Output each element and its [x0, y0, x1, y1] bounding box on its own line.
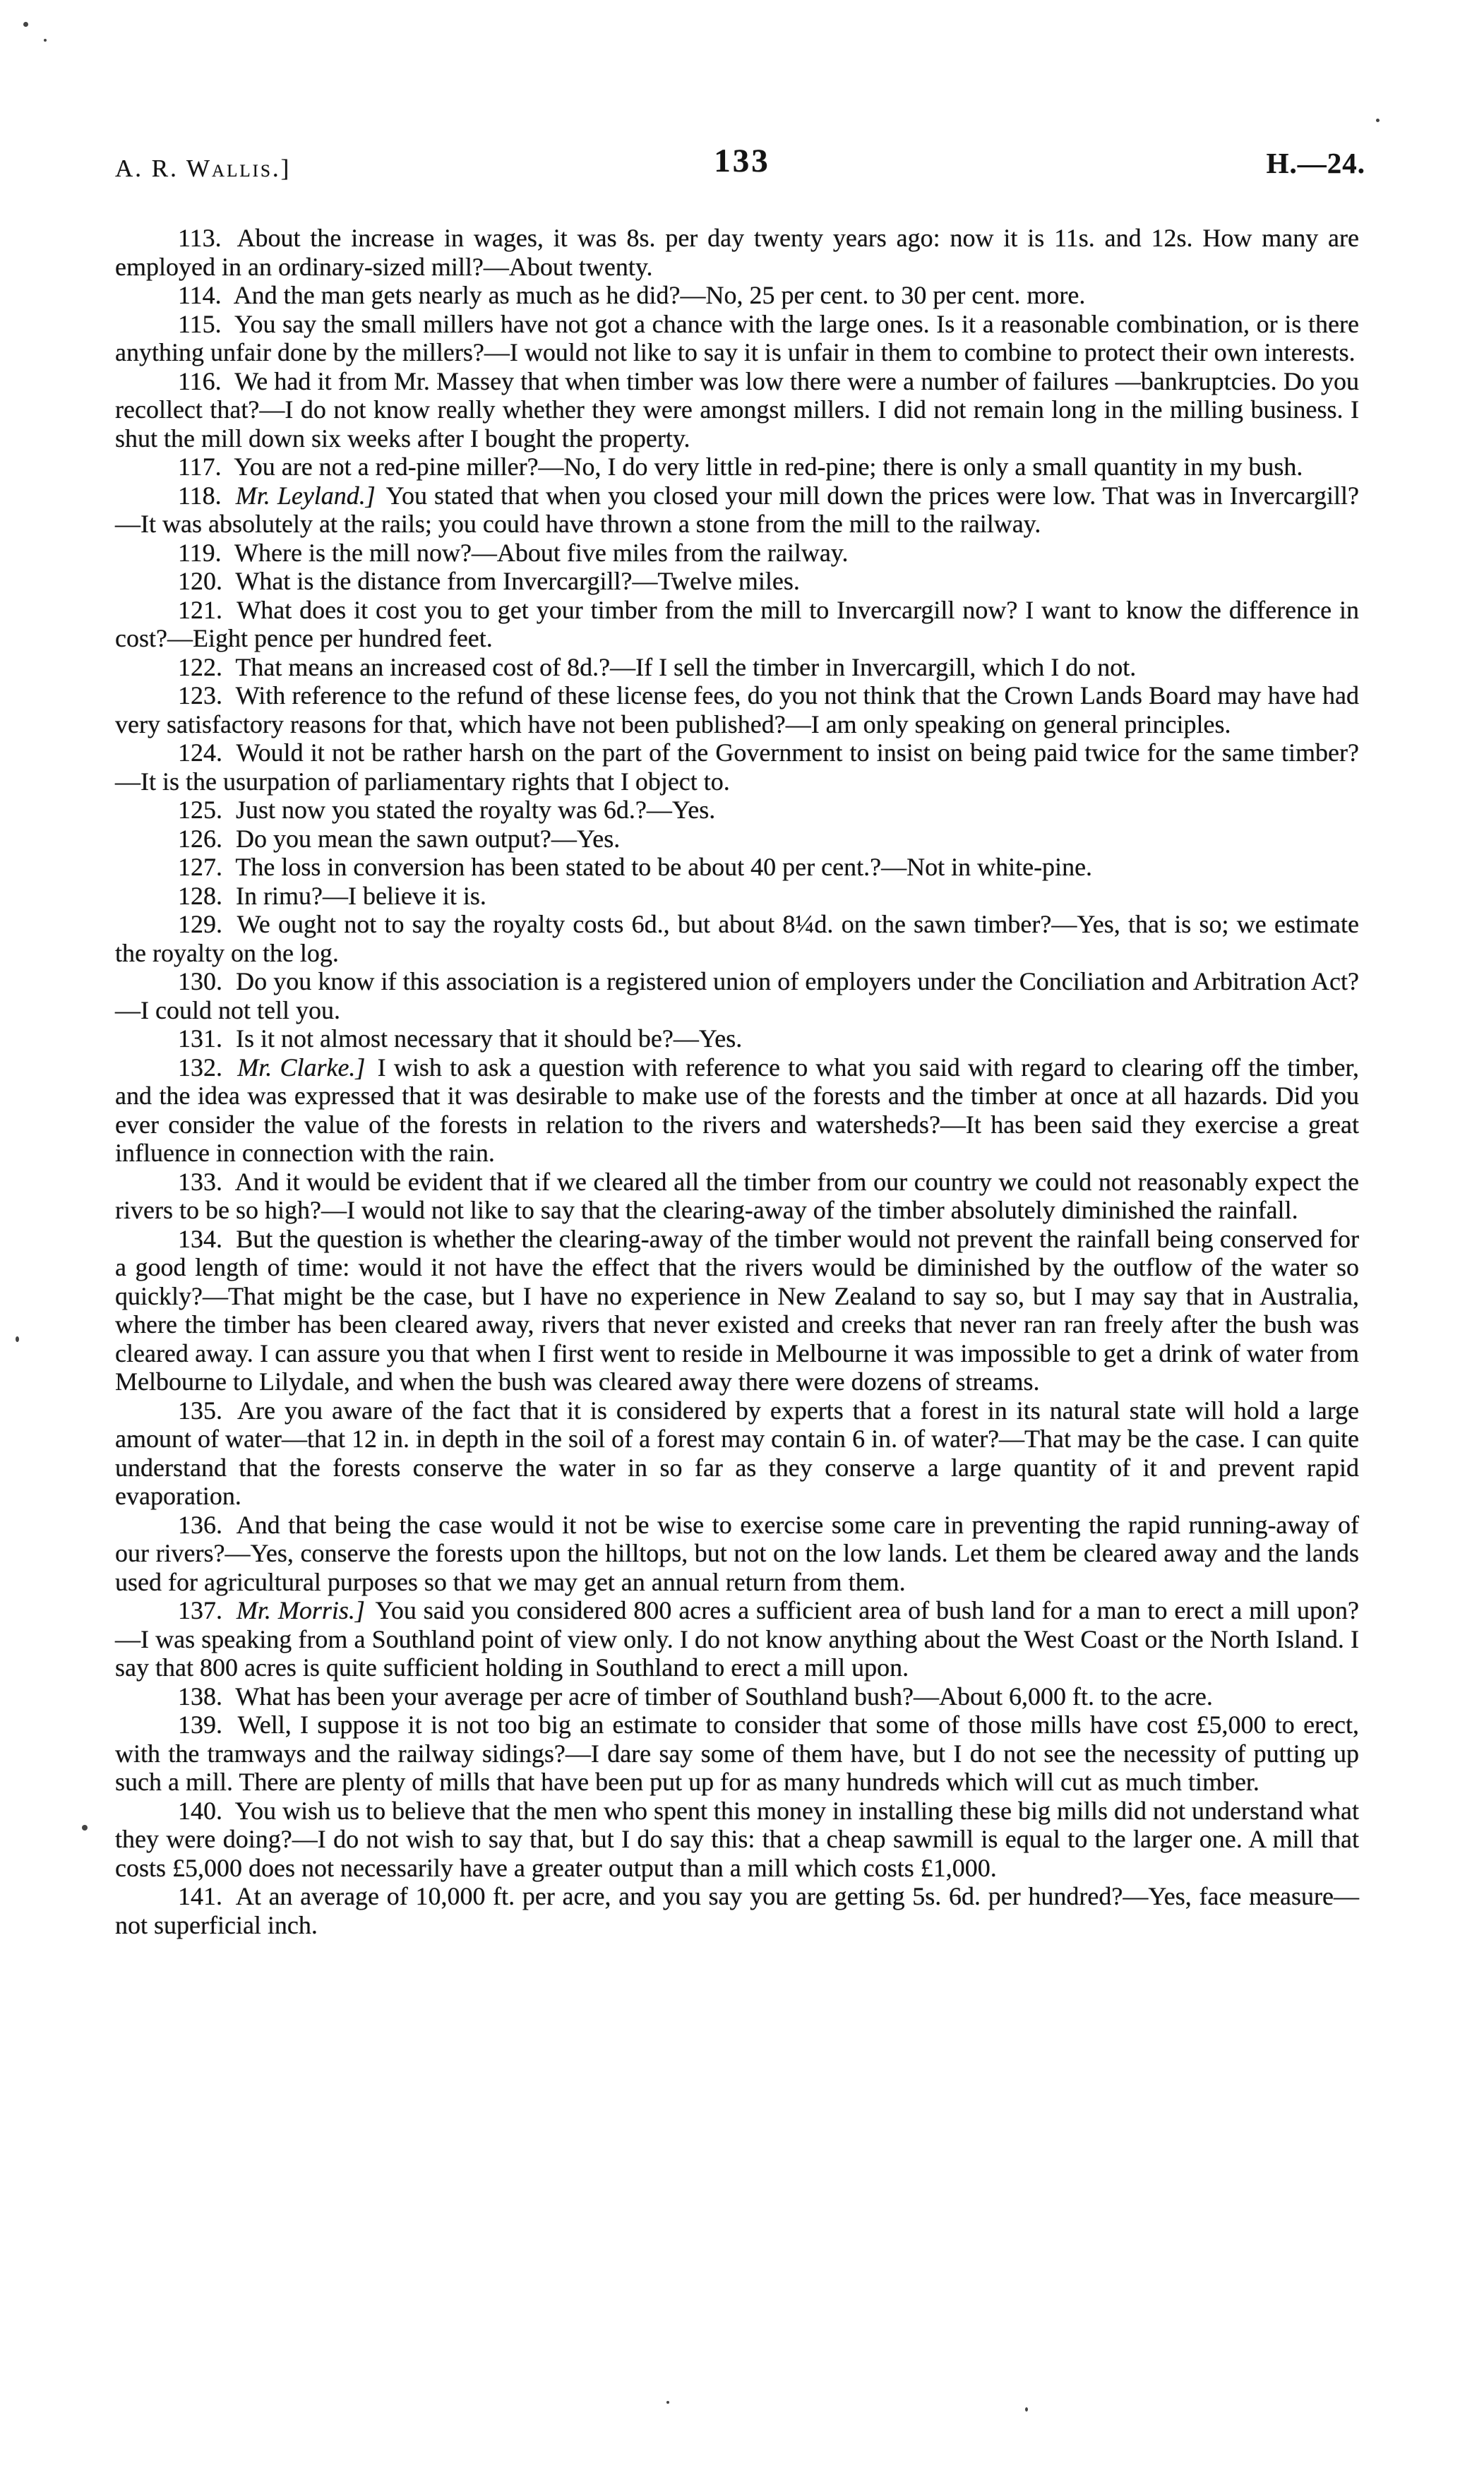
ink-speck — [1376, 119, 1380, 122]
testimony-paragraph — [115, 910, 1359, 967]
question-number: 140. — [178, 1796, 222, 1825]
testimony-paragraph — [115, 738, 1359, 796]
question-answer-text: We had it from Mr. Massey that when timber was low there were a number of failures —bankruptcies. Do you recollect that?—I do not know really whether they were amongst millers. I did not remain long in the milling business. I shut the mill down six weeks after I bought the property. — [115, 366, 1359, 453]
question-answer-text: In rimu?—I believe it is. — [236, 881, 486, 910]
witness-name: A. R. Wallis.] — [115, 155, 292, 182]
question-number: 128. — [178, 881, 222, 910]
question-number: 116. — [178, 366, 222, 395]
testimony-paragraph — [115, 1711, 1359, 1797]
testimony-paragraph — [115, 1024, 1359, 1053]
question-number: 134. — [178, 1224, 222, 1253]
question-answer-text: You stated that when you closed your mill down the prices were low. That was in Invercargill?—It was absolutely at the rails; you could have thrown a stone from the mill to the railway. — [115, 481, 1360, 538]
ink-speck — [82, 1825, 88, 1831]
page-header — [0, 0, 1484, 198]
question-answer-text: Where is the mill now?—About five miles from the railway. — [234, 538, 849, 567]
testimony-paragraph — [115, 1682, 1359, 1711]
question-answer-text: What does it cost you to get your timber from the mill to Invercargill now? I want to know the difference in cost?—Eight pence per hundred feet. — [115, 595, 1359, 652]
question-number: 125. — [178, 796, 222, 824]
testimony-paragraph — [115, 481, 1359, 539]
question-answer-text: But the question is whether the clearing-away of the timber would not prevent the rainfall being conserved for a good length of time: would it not have the effect that the rivers would be diminished by the outflow of the water so quickly?—That might be the case, but I have no experience in New Zealand to say so, but I may say that in Australia, where the timber has been cleared away, rivers that never existed and creeks that never ran ran freely after the bush was cleared away. I can assure you that when I first went to reside in Melbourne it was impossible to get a drink of water from Melbourne to Lilydale, and when the bush was cleared away there were dozens of streams. — [115, 1224, 1359, 1396]
question-answer-text: You are not a red-pine miller?—No, I do very little in red-pine; there is only a small quantity in my bush. — [234, 453, 1303, 481]
testimony-paragraph — [115, 1396, 1359, 1511]
question-answer-text: Is it not almost necessary that it should be?—Yes. — [236, 1024, 743, 1053]
question-answer-text: Do you know if this association is a registered union of employers under the Conciliation and Arbitration Act?—I could not tell you. — [115, 967, 1360, 1024]
testimony-paragraph — [115, 1053, 1359, 1168]
testimony-paragraph — [115, 681, 1359, 738]
question-answer-text: Would it not be rather harsh on the part of the Government to insist on being paid twice for the same timber?—It is the usurpation of parliamentary rights that I object to. — [115, 738, 1359, 796]
testimony-paragraph — [115, 796, 1359, 825]
question-answer-text: Do you mean the sawn output?—Yes. — [236, 824, 621, 853]
testimony-paragraph — [115, 967, 1359, 1024]
question-number: 118. — [178, 481, 222, 510]
question-answer-text: You said you considered 800 acres a sufficient area of bush land for a man to erect a mill upon?—I was speaking from a Southland point of view only. I do not know anything about the West Coast or the North Island. I say that 800 acres is quite sufficient holding in Southland to erect a mill upon. — [115, 1596, 1360, 1682]
speaker-name: Mr. Morris.] — [236, 1596, 365, 1624]
paper-reference: H.—24. — [1266, 147, 1365, 179]
ink-speck — [16, 1336, 19, 1342]
speaker-name: Mr. Clarke.] — [237, 1053, 366, 1082]
question-number: 120. — [178, 567, 222, 595]
question-answer-text: And the man gets nearly as much as he did?—No, 25 per cent. to 30 per cent. more. — [233, 281, 1086, 309]
question-answer-text: What has been your average per acre of timber of Southland bush?—About 6,000 ft. to the acre. — [235, 1682, 1213, 1711]
question-number: 135. — [178, 1396, 222, 1425]
question-number: 132. — [178, 1053, 222, 1082]
question-answer-text: And it would be evident that if we cleared all the timber from our country we could not reasonably expect the rivers to be so high?—I would not like to say that the clearing-away of the timber absolutely diminished the rainfall. — [115, 1167, 1360, 1224]
testimony-paragraph — [115, 1797, 1359, 1883]
testimony-paragraph — [115, 367, 1359, 453]
question-number: 114. — [178, 281, 222, 309]
testimony-paragraph — [115, 882, 1359, 911]
testimony-paragraph — [115, 539, 1359, 568]
ink-speck — [666, 2401, 669, 2404]
question-number: 117. — [178, 453, 222, 481]
testimony-paragraph — [115, 596, 1359, 653]
ink-speck — [44, 39, 47, 42]
question-number: 129. — [178, 910, 222, 938]
question-number: 124. — [178, 738, 222, 767]
question-answer-text: About the increase in wages, it was 8s. per day twenty years ago: now it is 11s. and 12s. How many are employed in an ordinary-sized mill?—About twenty. — [115, 224, 1360, 281]
testimony-paragraph — [115, 825, 1359, 853]
testimony-paragraph — [115, 310, 1359, 367]
testimony-body — [115, 224, 1359, 1939]
testimony-paragraph — [115, 853, 1359, 882]
question-number: 130. — [178, 967, 222, 995]
testimony-paragraph — [115, 653, 1359, 682]
question-number: 121. — [178, 595, 222, 624]
question-number: 115. — [178, 309, 222, 338]
question-number: 138. — [178, 1682, 222, 1711]
question-number: 131. — [178, 1024, 222, 1053]
question-answer-text: Are you aware of the fact that it is considered by experts that a forest in its natural state will hold a large amount of water—that 12 in. in depth in the soil of a forest may contain 6 in. of water?—That may be the case. I can quite understand that the forests conserve the water in so far as they conserve a large quantity of it and prevent rapid evaporation. — [115, 1396, 1360, 1510]
question-number: 122. — [178, 652, 222, 681]
question-answer-text: Just now you stated the royalty was 6d.?—Yes. — [236, 796, 716, 824]
question-number: 127. — [178, 853, 222, 881]
question-answer-text: With reference to the refund of these license fees, do you not think that the Crown Lands Board may have had very satisfactory reasons for that, which have not been published?—I am only speaking on general principles. — [115, 681, 1359, 738]
testimony-paragraph — [115, 1225, 1359, 1396]
ink-speck — [23, 22, 28, 27]
question-answer-text: I wish to ask a question with reference to what you said with regard to clearing off the timber, and the idea was expressed that it was desirable to make use of the forests and the timber at once at all hazards. Did you ever consider the value of the forests in relation to the rivers and watersheds?—It has been said they exercise a great influence in connection with the rain. — [115, 1053, 1360, 1167]
testimony-paragraph — [115, 567, 1359, 596]
testimony-paragraph — [115, 1511, 1359, 1597]
question-answer-text: We ought not to say the royalty costs 6d., but about 8¼d. on the sawn timber?—Yes, that is so; we estimate the royalty on the log. — [115, 910, 1359, 967]
question-number: 137. — [178, 1596, 222, 1624]
testimony-paragraph — [115, 1596, 1359, 1682]
question-answer-text: You say the small millers have not got a chance with the large ones. Is it a reasonable combination, or is there anything unfair done by the millers?—I would not like to say it is unfair in them to combine to protect their own interests. — [115, 309, 1359, 366]
page-number: 133 — [714, 143, 770, 179]
speaker-name: Mr. Leyland.] — [235, 481, 376, 510]
question-number: 123. — [178, 681, 222, 709]
question-answer-text: And that being the case would it not be wise to exercise some care in preventing the rapid running-away of our rivers?—Yes, conserve the forests upon the hilltops, but not on the low lands. Let them be cleared away and the lands used for agricultural purposes so that we may get an annual return from them. — [115, 1510, 1359, 1596]
question-number: 139. — [178, 1711, 222, 1739]
question-number: 133. — [178, 1167, 222, 1196]
question-number: 126. — [178, 824, 222, 853]
testimony-paragraph — [115, 281, 1359, 310]
testimony-paragraph — [115, 1168, 1359, 1225]
testimony-paragraph — [115, 453, 1359, 481]
ink-speck — [1025, 2407, 1028, 2412]
question-answer-text: What is the distance from Invercargill?—Twelve miles. — [235, 567, 800, 595]
question-number: 113. — [178, 224, 222, 252]
question-answer-text: That means an increased cost of 8d.?—If I sell the timber in Invercargill, which I do not. — [235, 652, 1137, 681]
question-number: 141. — [178, 1882, 222, 1910]
question-answer-text: The loss in conversion has been stated to be about 40 per cent.?—Not in white-pine. — [235, 853, 1093, 881]
testimony-paragraph — [115, 224, 1359, 281]
testimony-paragraph — [115, 1882, 1359, 1939]
question-number: 119. — [178, 538, 222, 567]
question-answer-text: At an average of 10,000 ft. per acre, and you say you are getting 5s. 6d. per hundred?—Yes, face measure—not superficial inch. — [115, 1882, 1360, 1939]
question-number: 136. — [178, 1510, 222, 1539]
question-answer-text: Well, I suppose it is not too big an estimate to consider that some of those mills have cost £5,000 to erect, with the tramways and the railway sidings?—I dare say some of them have, but I do not see the necessity of putting up such a mill. There are plenty of mills that have been put up for as many hundreds which will cut as much timber. — [115, 1711, 1359, 1796]
question-answer-text: You wish us to believe that the men who spent this money in installing these big mills did not understand what they were doing?—I do not wish to say that, but I do say this: that a cheap sawmill is equal to the larger one. A mill that costs £5,000 does not necessarily have a greater output than a mill which costs £1,000. — [115, 1796, 1359, 1882]
